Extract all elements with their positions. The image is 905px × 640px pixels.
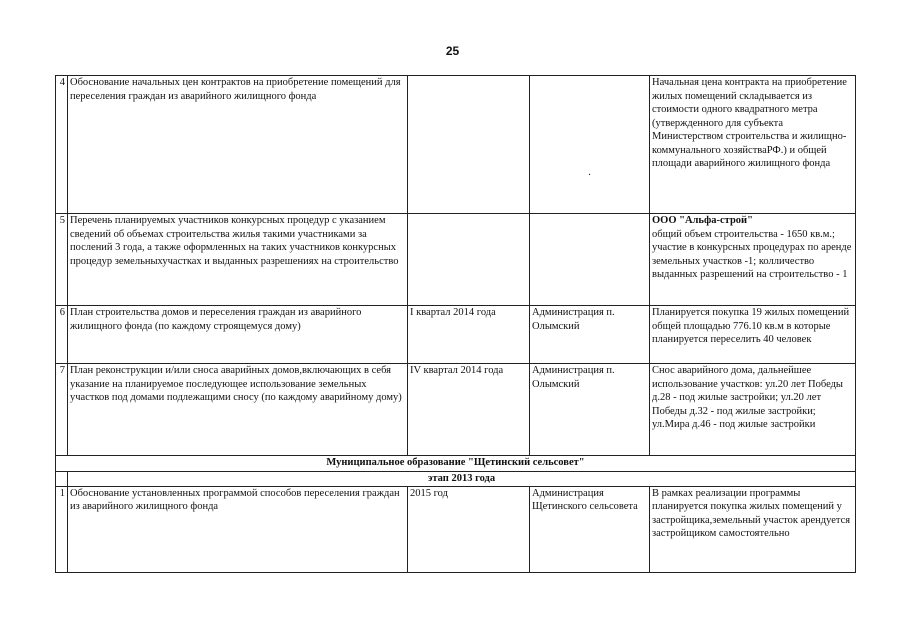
row-period: 2015 год xyxy=(408,486,530,572)
section-title: Муниципальное образование "Щетинский сельсовет" xyxy=(56,456,856,472)
executor-mark: . xyxy=(588,167,591,178)
row-period xyxy=(408,214,530,306)
note-title: ООО "Альфа-строй" xyxy=(652,215,753,226)
row-period xyxy=(408,76,530,214)
table-row xyxy=(56,306,856,364)
row-number: 6 xyxy=(56,306,68,364)
row-period: IV квартал 2014 года xyxy=(408,364,530,456)
page-number: 25 xyxy=(445,44,460,58)
row-executor: Администрация п. Олымский xyxy=(530,364,650,456)
section-header-row xyxy=(56,456,856,472)
table-row xyxy=(56,214,856,306)
table-row xyxy=(56,76,856,214)
row-executor: Администрация Щетинского сельсовета xyxy=(530,486,650,572)
row-note: Планируется покупка 19 жилых помещений общей площадью 776.10 кв.м в которые планируется переселить 40 человек xyxy=(650,306,856,364)
row-executor xyxy=(530,76,650,214)
stage-header-row xyxy=(56,472,856,487)
row-description: Обоснование начальных цен контрактов на приобретение помещений для переселения граждан из аварийного жилищного фонда xyxy=(68,76,408,214)
row-description: Обоснование установленных программой способов переселения граждан из аварийного жилищного фонда xyxy=(68,486,408,572)
row-number: 1 xyxy=(56,486,68,572)
row-description: Перечень планируемых участников конкурсных процедур с указанием сведений об объемах строительства жилья такими участниками за послений 3 года, а также оформленных на таких участников конкурсных процедур земельныхучастках и выданных разрешениях на строительство xyxy=(68,214,408,306)
row-description: План реконструкции и/или сноса аварийных домов,включающих в себя указание на планируемое последующее использование земельных участков под домами подлежащими сносу (по каждому аварийному дому) xyxy=(68,364,408,456)
stage-title: этап 2013 года xyxy=(68,472,856,487)
program-table xyxy=(55,75,856,573)
row-number: 5 xyxy=(56,214,68,306)
table-row xyxy=(56,364,856,456)
row-period: I квартал 2014 года xyxy=(408,306,530,364)
row-note: В рамках реализации программы планируется покупка жилых помещений у застройщика,земельный участок арендуется застройщиком самостоятельно xyxy=(650,486,856,572)
row-note: Начальная цена контракта на приобретение жилых помещений складывается из стоимости одного квадратного метра (утвержденного для субъекта Министерством строительства и жилищно-коммунального хозяйстваРФ.) и общей площади аварийного жилищного фонда xyxy=(650,76,856,214)
row-executor xyxy=(530,214,650,306)
row-number: 4 xyxy=(56,76,68,214)
row-description: План строительства домов и переселения граждан из аварийного жилищного фонда (по каждому строящемуся дому) xyxy=(68,306,408,364)
row-number: 7 xyxy=(56,364,68,456)
row-note: Снос аварийного дома, дальнейшее использование участков: ул.20 лет Победы д.28 - под жилые застройки; ул.20 лет Победы д.32 - под жилые застройки; ул.Мира д.46 - под жилые застройки xyxy=(650,364,856,456)
note-text: общий объем строительства - 1650 кв.м.; участие в конкурсных процедурах по аренде земельных участков -1; колличество выданных разрешений на строительство - 1 xyxy=(652,228,852,280)
row-note xyxy=(650,214,856,306)
row-executor: Администрация п. Олымский xyxy=(530,306,650,364)
table-row xyxy=(56,486,856,572)
